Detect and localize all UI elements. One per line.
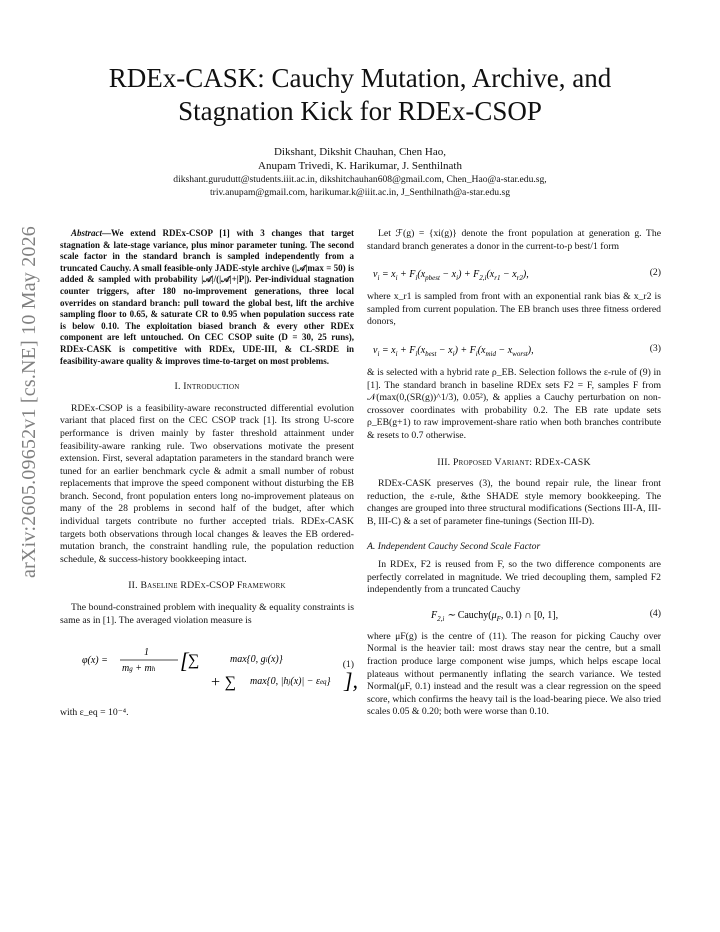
right-paragraph-3: & is selected with a hybrid rate ρ_EB. Selection follows the ε-rule of (9) in [1]. The standard branch in baseline RDEx sets F2 = F, samples F from 𝒩(max(0,(SR(g))^1/3), 0.05²), & applies a Cauchy perturbation on non-crossover coordinates with probability 0.2. The EB rate update sets ρ_EB(g+1) to raw improvement-share ratio when both branches contribute & resets to 0.7 otherwise. [367, 366, 661, 441]
right-column [367, 228, 661, 719]
section-1-paragraph: RDEx-CSOP is a feasibility-aware reconstructed differential evolution variant that placed first on the CEC CSOP track [1]. Its strong U-score performance is driven mainly by faster threshold attainment under feasibility-aware ranking rule. Two observations motivate the present extension. First, several adaptation parameters in the standard branch were tuned for an earlier benchmark cycle & admit a small number of robust replacements that improve the speed component without disturbing the EB branch. Second, front population enters long no-improvement plateaus on many of the 28 problems in second half of the budget, after which individual targets contribute no further accepted trials. RDEx-CASK targets both observations through local changes & leaves the EB ordered-mutation branch, the constraint handling rule, the population reduction schedule, & success-history bookkeeping intact. [60, 402, 354, 565]
paper-title [60, 62, 660, 128]
svg-text:max{0, gi(x)}: max{0, gi(x)} [230, 654, 283, 666]
svg-text:1: 1 [144, 647, 149, 659]
equation-3 [367, 335, 661, 363]
equation-1-note: with ε_eq = 10⁻⁴. [60, 707, 129, 719]
author-block [60, 145, 660, 199]
right-paragraph-2: where x_r1 is sampled from front with an exponential rank bias & x_r2 is sampled from current population. The EB branch uses three fitness ordered donors, [367, 291, 661, 328]
section-2-paragraph: The bound-constrained problem with inequality & equality constraints is same as in [1]. The averaged violation measure is [60, 602, 354, 626]
svg-text:max{0, |hj(x)| − εeq}: max{0, |hj(x)| − εeq} [250, 676, 331, 688]
equation-4-number: (4) [649, 607, 661, 619]
svg-text:F2,i ∼ Cauchy(μF, 0.1) ∩ [0, 1: $F_{2,i}$ ∼ $Cauchy(\mu_F$, 0.1) ∩ [0, 1], [431, 609, 559, 623]
equation-3-number: (3) [649, 342, 661, 354]
emails-line-1: dikshant.gurudutt@students.iiit.ac.in, dikshitchauhan608@gmail.com, Chen_Hao@a-star.edu.sg, [173, 174, 547, 185]
title-line-2: Stagnation Kick for RDEx-CSOP [178, 96, 542, 126]
authors-line-2: Anupam Trivedi, K. Harikumar, J. Senthilnath [258, 160, 462, 172]
section-1-heading: I. Introduction [174, 381, 240, 393]
equation-1-formula [82, 635, 359, 697]
svg-text:∑: ∑ [188, 652, 200, 670]
arxiv-identifier: arXiv:2605.09652v1 [cs.NE] 10 May 2026 [18, 226, 40, 578]
right-paragraph-1: Let ℱ(g) = {xi(g)} denote the front population at generation g. The standard branch generates a donor in the current-to-p best/1 form [367, 228, 661, 252]
abstract-label: Abstract [71, 228, 103, 238]
svg-text:mg + mh: mg + mh [122, 663, 156, 675]
equation-2-formula [373, 259, 643, 287]
left-column [60, 228, 359, 720]
section-2-heading: II. Baseline RDEx-CSOP Framework [128, 580, 286, 592]
equation-4 [367, 602, 661, 628]
svg-text:φ(x) =: φ(x) = [82, 655, 108, 667]
equation-3-formula [373, 335, 643, 363]
equation-2-number: (2) [649, 267, 661, 279]
equation-1-number: (1) [342, 659, 354, 671]
title-line-1: RDEx-CASK: Cauchy Mutation, Archive, and [108, 63, 612, 93]
equation-1 [60, 635, 359, 697]
svg-text:vi = xi + Fi(xpbest − xi) + F2: $v_i = x_i + F_i(x_{pbest} - x_i) + F_{2,i}(x_{r1} - x_{r2})$, [373, 269, 529, 283]
right-paragraph-4: where μF(g) is the centre of (11). The reason for picking Cauchy over Normal is the heavier tail: most draws stay near the centre, but a small fraction produce large component wise jumps, which helps escape local plateaus without permanently inflating the search variance. We tested Normal(μF, 0.1) instead and the result was a clear regression on the speed score, which confirms the heavy tail is the load-bearing piece. We also tried scales 0.05 & 0.20; both were worse than 0.10. [367, 630, 661, 718]
emails-line-2: triv.anupam@gmail.com, harikumar.k@iiit.ac.in, J_Senthilnath@a-star.edu.sg [209, 187, 511, 198]
equation-4-formula [431, 602, 671, 628]
svg-text:+ ∑: + ∑ [210, 674, 237, 692]
svg-text:[: [ [180, 648, 189, 674]
subsection-a-heading: A. Independent Cauchy Second Scale Factor [367, 540, 541, 552]
abstract [60, 228, 354, 367]
svg-text:vi = xi + Fi(xbest − xi) + Fi(: $v_i = x_i + F_i(x_{best} - x_i) + F_i(x_{mid} - x_{worst})$, [373, 344, 534, 358]
subsection-a-paragraph: In RDEx, F2 is reused from F, so the two difference components are perfectly correlated in magnitude. We tried decoupling them, sampled F2 independently from a truncated Cauchy [367, 559, 661, 596]
section-3-paragraph: RDEx-CASK preserves (3), the bound repair rule, the linear front reduction, the ε-rule, &the SHADE style memory bookkeeping. The changes are grouped into three structural modifications (Sections III-A, III-B, III-C) & a set of parameter fine-tunings (Section III-D). [367, 478, 661, 527]
abstract-text: —We extend RDEx-CSOP [1] with 3 changes that target stagnation & late-stage variance, plus minor parameter tuning. The second scale factor in the standard branch is sampled independently from a truncated Cauchy. A small feasible-only JADE-style archive (|𝒜|max = 50) is added & sampled with probability |𝒜|/(|𝒜|+|P|). Per-individual stagnation counter triggers, after 180 no-improvement generations, three local overrides on standard branch: pull toward the global best, lift the archive sampling floor to 0.65, & saturate CR to 0.95 when population success rate is below 0.10. The exploitation biased branch & every other RDEx component are left untouched. On CEC CSOP suite (D = 30, 25 runs), RDEx-CASK is competitive with RDEx, UDE-III, & CL-SRDE in feasibility-aware quality & improves time-to-target on most problems. [60, 228, 354, 366]
svg-text:],: ], [344, 668, 359, 694]
equation-2 [367, 259, 661, 287]
authors-line-1: Dikshant, Dikshit Chauhan, Chen Hao, [273, 146, 446, 158]
section-3-heading: III. Proposed Variant: RDEx-CASK [437, 456, 591, 468]
